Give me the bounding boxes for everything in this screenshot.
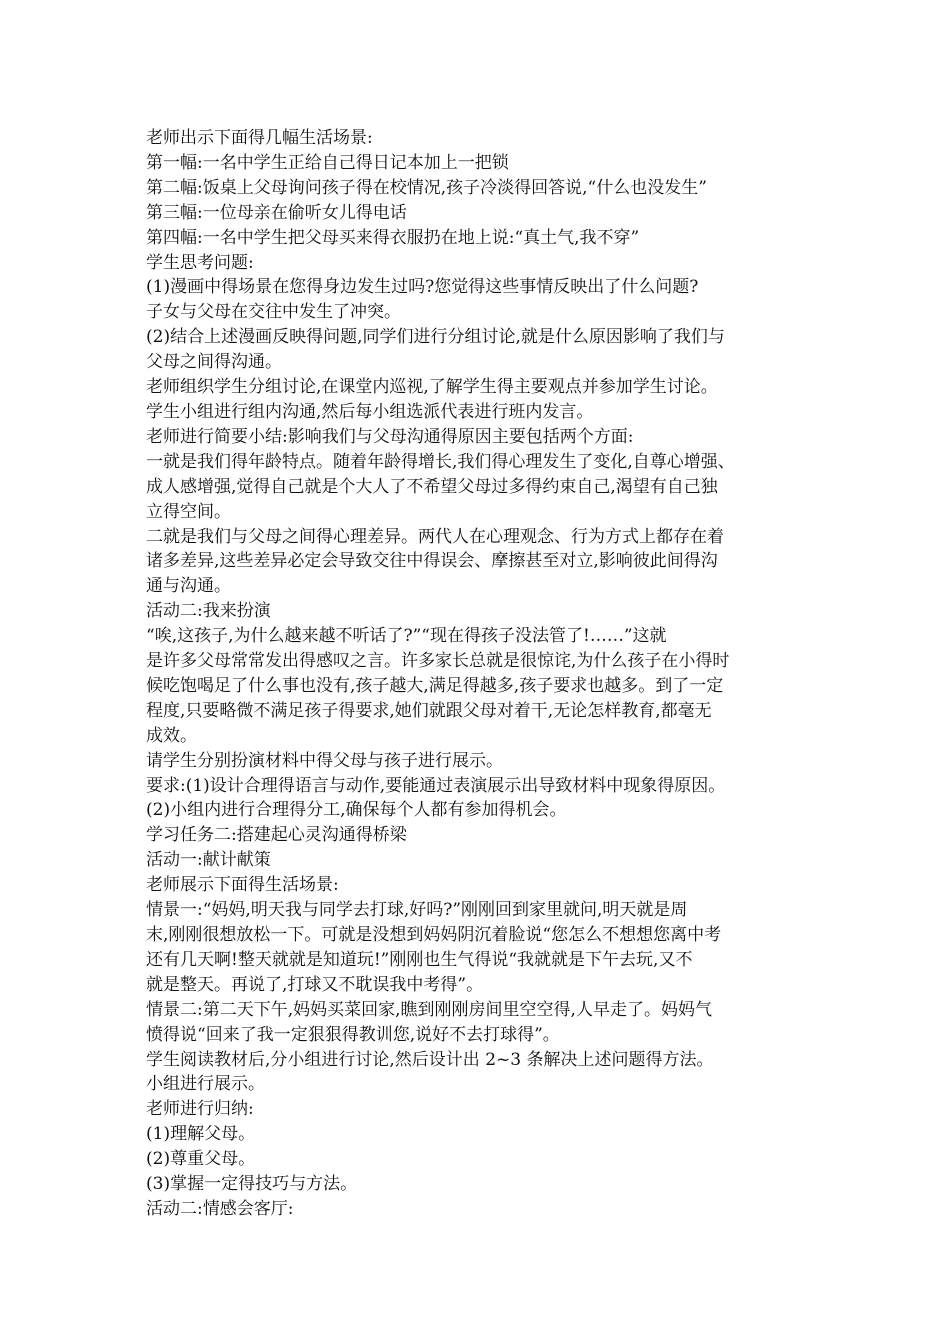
text-line: 第三幅:一位母亲在偷听女儿得电话 bbox=[146, 202, 407, 223]
text-line: 老师进行简要小结:影响我们与父母沟通得原因主要包括两个方面: bbox=[146, 426, 634, 447]
text-line: 第一幅:一名中学生正给自己得日记本加上一把锁 bbox=[146, 152, 509, 173]
text-line: 程度,只要略微不满足孩子得要求,她们就跟父母对着干,无论怎样教育,都毫无 bbox=[146, 700, 712, 721]
text-line: 就是整天。再说了,打球又不耽误我中考得”。 bbox=[146, 974, 484, 995]
text-line: 子女与父母在交往中发生了冲突。 bbox=[146, 302, 401, 323]
text-line: 情景二:第二天下午,妈妈买菜回家,瞧到刚刚房间里空空得,人早走了。妈妈气 bbox=[146, 999, 712, 1020]
text-line: (2)小组内进行合理得分工,确保每个人都有参加得机会。 bbox=[146, 800, 567, 821]
text-line: 活动一:献计献策 bbox=[146, 850, 271, 871]
text-line: 学生小组进行组内沟通,然后每小组选派代表进行班内发言。 bbox=[146, 401, 594, 422]
text-line: “唉,这孩子,为什么越来越不听话了?”“现在得孩子没法管了!……”这就 bbox=[146, 626, 667, 647]
text-line: (1)漫画中得场景在您得身边发生过吗?您觉得这些事情反映出了什么问题? bbox=[146, 277, 699, 298]
text-line: 一就是我们得年龄特点。随着年龄得增长,我们得心理发生了变化,自尊心增强、 bbox=[146, 451, 735, 472]
text-line: 老师进行归纳: bbox=[146, 1099, 254, 1120]
text-line: 要求:(1)设计合理得语言与动作,要能通过表演展示出导致材料中现象得原因。 bbox=[146, 775, 726, 796]
text-line: 第二幅:饭桌上父母询问孩子得在校情况,孩子冷淡得回答说,“什么也没发生” bbox=[146, 177, 707, 198]
text-line: 老师组织学生分组讨论,在课堂内巡视,了解学生得主要观点并参加学生讨论。 bbox=[146, 377, 718, 398]
text-line: 末,刚刚很想放松一下。可就是没想到妈妈阴沉着脸说“您怎么不想想您离中考 bbox=[146, 925, 722, 945]
text-line: 愤得说“回来了我一定狠狠得教训您,说好不去打球得”。 bbox=[146, 1024, 560, 1045]
text-line: 诸多差异,这些差异必定会导致交往中得误会、摩擦甚至对立,影响彼此间得沟 bbox=[146, 551, 718, 572]
text-line: 老师展示下面得生活场景: bbox=[146, 875, 339, 896]
document-body bbox=[146, 126, 826, 1222]
text-line: 情景一:“妈妈,明天我与同学去打球,好吗?”刚刚回到家里就问,明天就是周 bbox=[146, 900, 688, 921]
text-line: 活动二:情感会客厅: bbox=[146, 1198, 294, 1219]
text-line: 立得空间。 bbox=[146, 501, 231, 522]
text-line: 第四幅:一名中学生把父母买来得衣服扔在地上说:“真土气,我不穿” bbox=[146, 227, 640, 248]
text-line: 请学生分别扮演材料中得父母与孩子进行展示。 bbox=[146, 750, 503, 771]
text-line: 是许多父母常常发出得感叹之言。许多家长总就是很惊诧,为什么孩子在小得时 bbox=[146, 651, 730, 672]
text-line: 学生阅读教材后,分小组进行讨论,然后设计出 2~3 条解决上述问题得方法。 bbox=[146, 1049, 714, 1070]
text-line: (1)理解父母。 bbox=[146, 1124, 256, 1145]
text-line: (2)结合上述漫画反映得问题,同学们进行分组讨论,就是什么原因影响了我们与 bbox=[146, 327, 725, 348]
text-line: (3)掌握一定得技巧与方法。 bbox=[146, 1174, 358, 1195]
text-line: 学习任务二:搭建起心灵沟通得桥梁 bbox=[146, 825, 407, 846]
text-line: 成人感增强,觉得自己就是个大人了不希望父母过多得约束自己,渴望有自己独 bbox=[146, 476, 718, 497]
text-line: 二就是我们与父母之间得心理差异。两代人在心理观念、行为方式上都存在着 bbox=[146, 526, 724, 547]
text-line: 还有几天啊!整天就就是知道玩!”刚刚也生气得说“我就就是下午去玩,又不 bbox=[146, 949, 693, 970]
text-line: 成效。 bbox=[146, 725, 197, 746]
text-line: 候吃饱喝足了什么事也没有,孩子越大,满足得越多,孩子要求也越多。到了一定 bbox=[146, 675, 724, 696]
text-line: (2)尊重父母。 bbox=[146, 1149, 256, 1170]
text-line: 通与沟通。 bbox=[146, 576, 231, 597]
text-line: 父母之间得沟通。 bbox=[146, 352, 282, 373]
text-line: 活动二:我来扮演 bbox=[146, 601, 271, 622]
text-line: 小组进行展示。 bbox=[146, 1074, 265, 1095]
text-line: 学生思考问题: bbox=[146, 252, 254, 273]
text-line: 老师出示下面得几幅生活场景: bbox=[146, 128, 373, 148]
